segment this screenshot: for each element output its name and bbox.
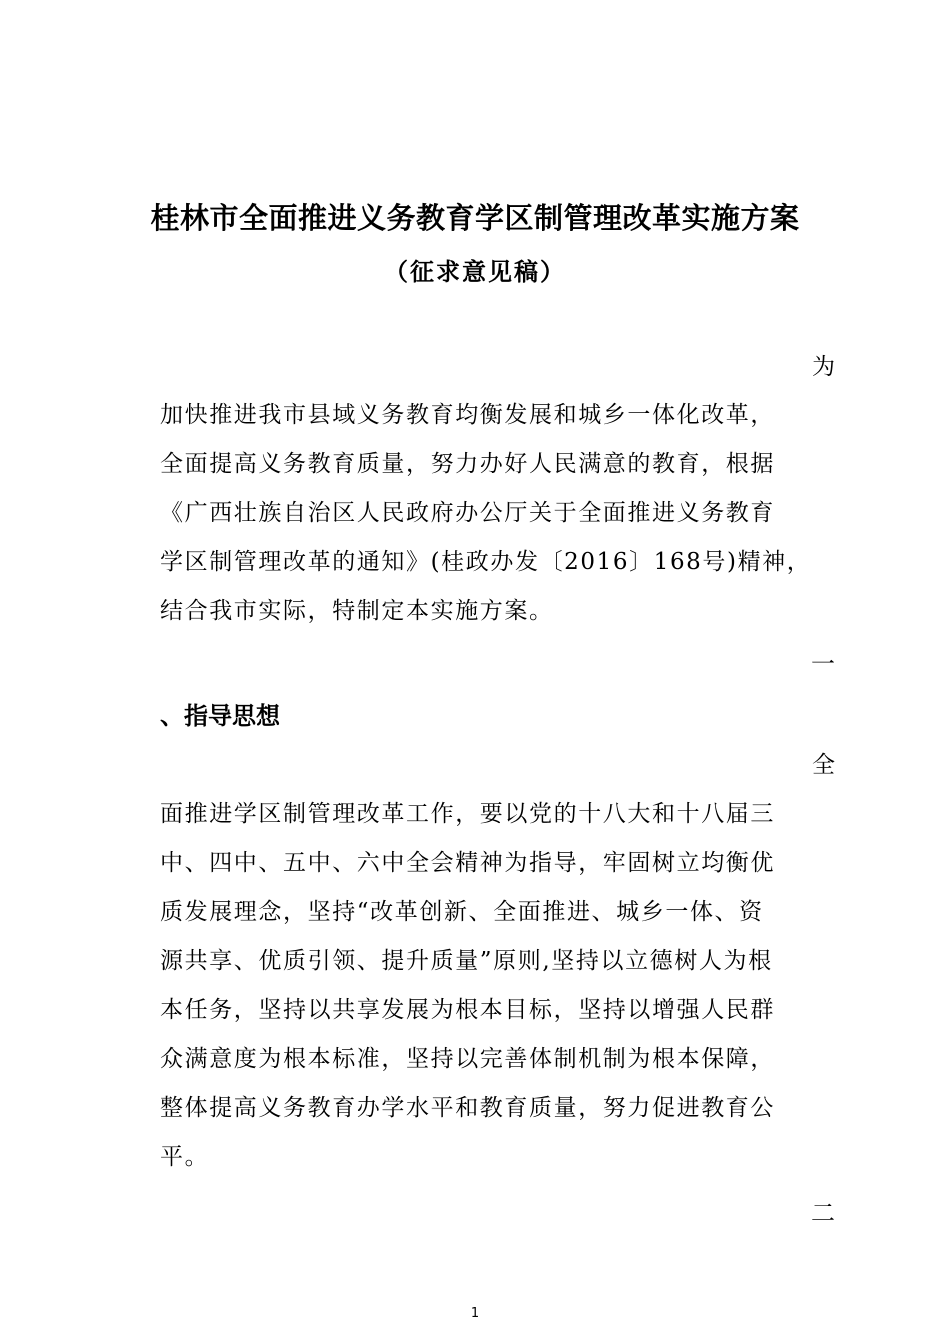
section1-line: 整体提高义务教育办学水平和教育质量，努力促进教育公 [160, 1095, 775, 1121]
section1-line: 众满意度为根本标准，坚持以完善体制机制为根本保障， [160, 1046, 775, 1072]
intro-line: 《广西壮族自治区人民政府办公厅关于全面推进义务教育 [160, 500, 775, 526]
section2-number: 二 [811, 1199, 835, 1227]
intro-paragraph [160, 391, 840, 636]
section1-line: 质发展理念，坚持“改革创新、全面推进、城乡一体、资 [160, 899, 764, 925]
intro-line: 结合我市实际，特制定本实施方案。 [160, 598, 554, 624]
intro-line: 学区制管理改革的通知》(桂政办发〔2016〕168号)精神， [160, 549, 812, 575]
section1-line: 中、四中、五中、六中全会精神为指导，牢固树立均衡优 [160, 850, 775, 876]
intro-line: 全面提高义务教育质量，努力办好人民满意的教育，根据 [160, 451, 775, 477]
section1-line: 平。 [160, 1144, 210, 1170]
document-title: 桂林市全面推进义务教育学区制管理改革实施方案 [150, 201, 800, 235]
page-number: 1 [470, 1306, 480, 1321]
section1-line: 源共享、优质引领、提升质量”原则,坚持以立德树人为根 [160, 948, 773, 974]
section1-lead-char: 全 [812, 752, 835, 778]
document-subtitle: （征求意见稿） [384, 258, 566, 286]
section1-line: 本任务，坚持以共享发展为根本目标，坚持以增强人民群 [160, 997, 775, 1023]
section1-heading: 、指导思想 [160, 702, 280, 730]
intro-lead-char: 为 [812, 354, 835, 380]
section1-line: 面推进学区制管理改革工作，要以党的十八大和十八届三 [160, 801, 775, 827]
section1-number: 一 [811, 650, 835, 678]
section1-paragraph [160, 790, 840, 1182]
intro-line: 加快推进我市县域义务教育均衡发展和城乡一体化改革， [160, 402, 775, 428]
